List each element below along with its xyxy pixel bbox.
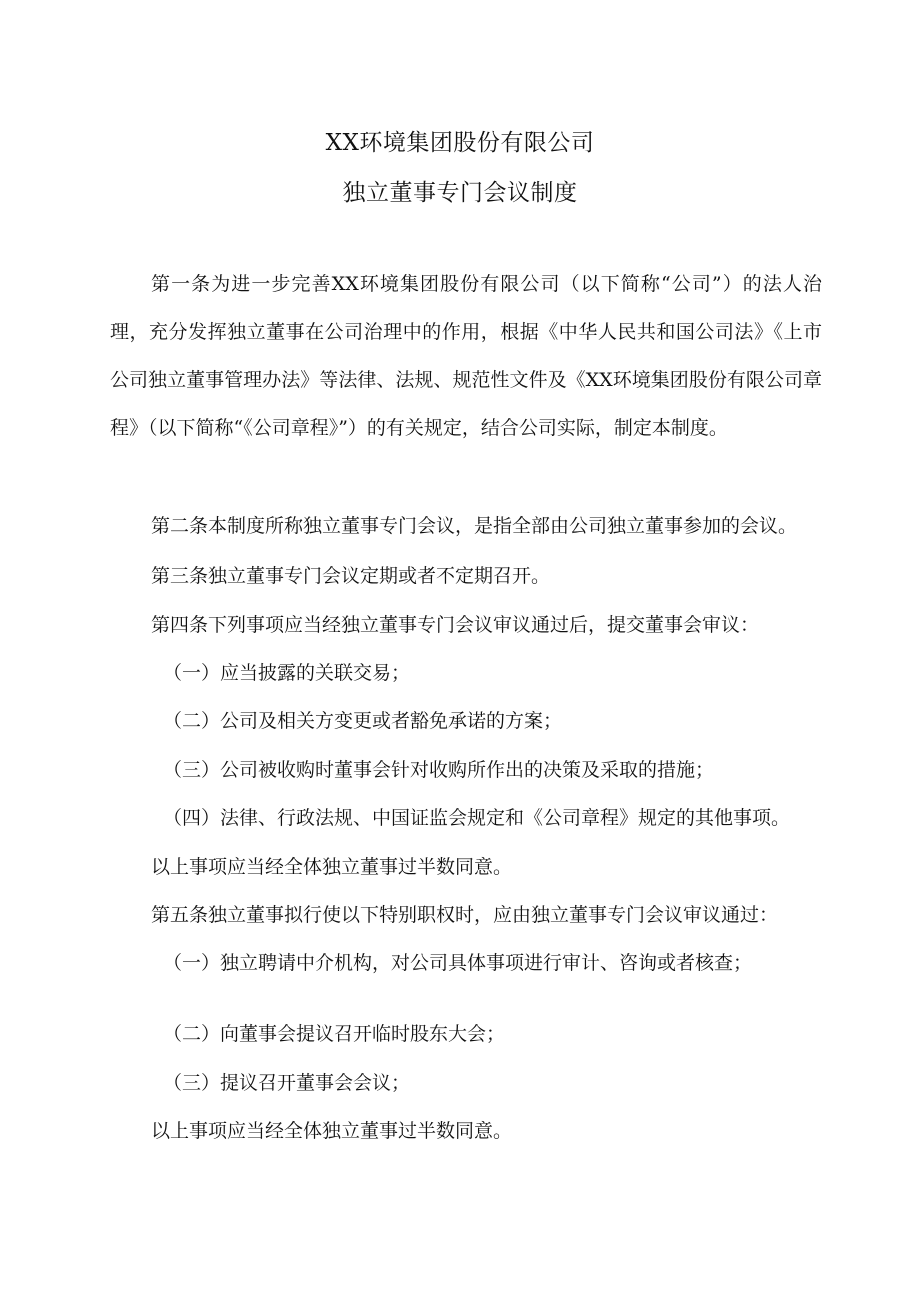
article-2: 第二条本制度所称独立董事专门会议，是指全部由公司独立董事参加的会议。 — [151, 515, 798, 537]
article-4-item-3: （三）公司被收购时董事会针对收购所作出的决策及采取的措施； — [163, 759, 715, 781]
article-5-note: 以上事项应当经全体独立董事过半数同意。 — [151, 1120, 513, 1142]
article-5-item-1: （一）独立聘请中介机构，对公司具体事项进行审计、咨询或者核查； — [163, 952, 753, 974]
article-3: 第三条独立董事专门会议定期或者不定期召开。 — [151, 565, 551, 587]
article-4-note: 以上事项应当经全体独立董事过半数同意。 — [151, 856, 513, 878]
article-1: 第一条为进一步完善XX环境集团股份有限公司（以下简称“公司”）的法人治理，充分发挥独立董事在公司治理中的作用，根据《中华人民共和国公司法》《上市公司独立董事管理办法》等法律、法规、规范性文件及《XX环境集团股份有限公司章程》（以下简称“《公司章程》”）的有关规定，结合公司实际，制定本制度。 — [110, 273, 822, 439]
article-4-item-4: （四）法律、行政法规、中国证监会规定和《公司章程》规定的其他事项。 — [163, 807, 791, 829]
article-4-item-1: （一）应当披露的关联交易； — [163, 662, 411, 684]
article-4: 第四条下列事项应当经独立董事专门会议审议通过后，提交董事会审议： — [151, 614, 760, 636]
document-title-company: XX环境集团股份有限公司 — [325, 130, 595, 156]
article-5: 第五条独立董事拟行使以下特别职权时，应由独立董事专门会议审议通过： — [151, 904, 779, 926]
article-5-item-3: （三）提议召开董事会会议； — [163, 1072, 411, 1094]
document-title-regulation: 独立董事专门会议制度 — [342, 180, 578, 206]
article-5-item-2: （二）向董事会提议召开临时股东大会； — [163, 1023, 506, 1045]
article-4-item-2: （二）公司及相关方变更或者豁免承诺的方案； — [163, 710, 563, 732]
